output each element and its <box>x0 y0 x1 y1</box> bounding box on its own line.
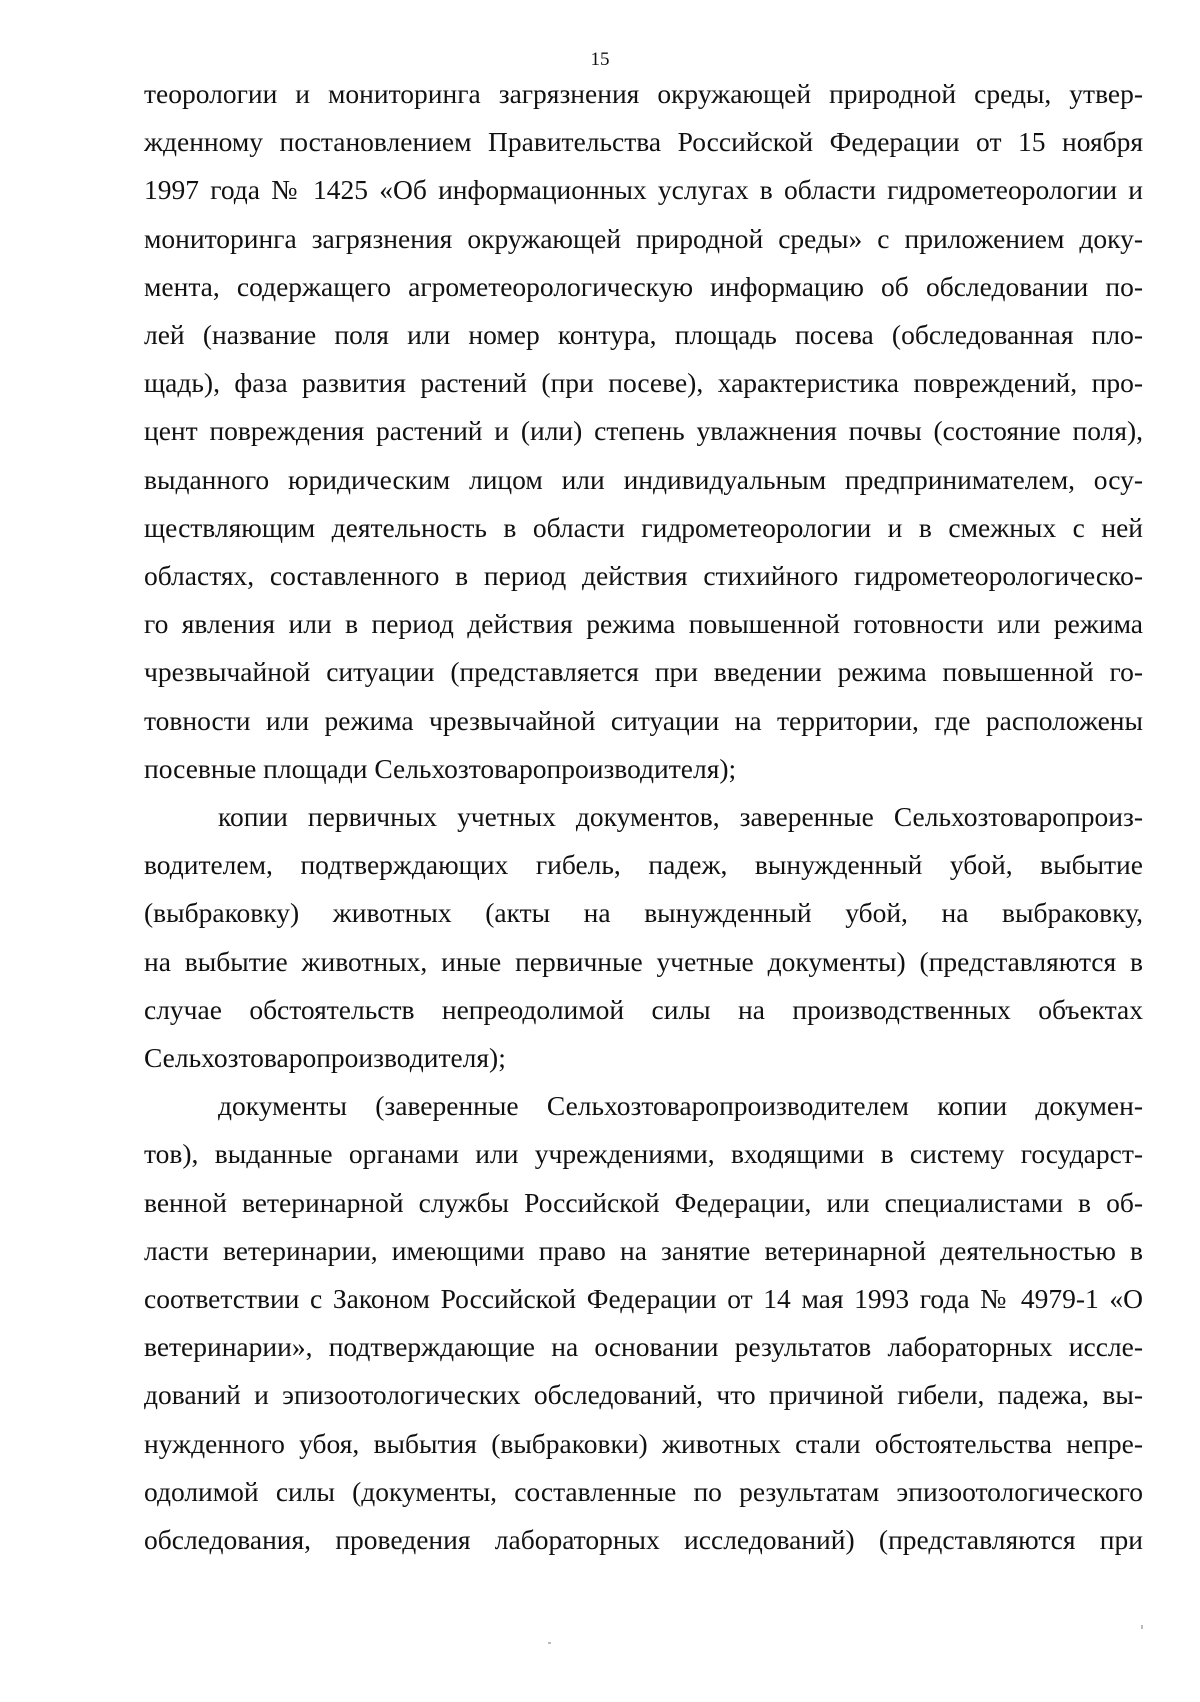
text-line: венной ветеринарной службы Российской Федерации, или специалистами в об- <box>144 1186 1143 1218</box>
text-line: ласти ветеринарии, имеющими право на занятие ветеринарной деятельностью в <box>144 1234 1143 1266</box>
text-line: посевные площади Сельхозтоваропроизводителя); <box>144 752 737 784</box>
text-line: товности или режима чрезвычайной ситуации на территории, где расположены <box>144 704 1143 736</box>
text-line: случае обстоятельств непреодолимой силы на производственных объектах <box>144 993 1143 1025</box>
paragraph-hydromet-info <box>144 70 1143 793</box>
text-line: цент повреждения растений и (или) степень увлажнения почвы (состояние поля), <box>144 415 1143 447</box>
text-line: нужденного убоя, выбытия (выбраковки) животных стали обстоятельства непре- <box>144 1427 1143 1459</box>
text-line: на выбытие животных, иные первичные учетные документы) (представляются в <box>144 945 1143 977</box>
document-body <box>144 70 1143 1564</box>
scan-speck <box>1141 1625 1143 1629</box>
text-line: чрезвычайной ситуации (представляется при введении режима повышенной го- <box>144 656 1143 688</box>
text-line: водителем, подтверждающих гибель, падеж, вынужденный убой, выбытие <box>144 849 1143 881</box>
text-line: одолимой силы (документы, составленные по результатам эпизоотологического <box>144 1475 1143 1507</box>
text-line: лей (название поля или номер контура, площадь посева (обследованная пло- <box>144 319 1143 351</box>
text-line: мента, содержащего агрометеорологическую информацию об обследовании по- <box>144 270 1143 302</box>
text-line: ществляющим деятельность в области гидрометеорологии и в смежных с ней <box>144 511 1143 543</box>
text-line: Сельхозтоваропроизводителя); <box>144 1042 506 1074</box>
text-line: мониторинга загрязнения окружающей природной среды» с приложением доку- <box>144 222 1143 254</box>
text-line: ветеринарии», подтверждающие на основании результатов лабораторных иссле- <box>144 1331 1143 1363</box>
text-line: жденному постановлением Правительства Российской Федерации от 15 ноября <box>144 126 1143 158</box>
text-line: областях, составленного в период действия стихийного гидрометеорологическо- <box>144 560 1143 592</box>
text-line: обследования, проведения лабораторных исследований) (представляются при <box>144 1524 1143 1556</box>
paragraph-veterinary-documents <box>144 1082 1143 1564</box>
page-number: 15 <box>590 49 610 70</box>
text-line: щадь), фаза развития растений (при посеве), характеристика повреждений, про- <box>144 367 1143 399</box>
text-line: дований и эпизоотологических обследований, что причиной гибели, падежа, вы- <box>144 1379 1143 1411</box>
text-line: го явления или в период действия режима повышенной готовности или режима <box>144 608 1143 640</box>
text-line: соответствии с Законом Российской Федерации от 14 мая 1993 года № 4979-1 «О <box>144 1283 1143 1315</box>
text-line: документы (заверенные Сельхозтоваропроизводителем копии докумен- <box>218 1090 1143 1122</box>
text-line: 1997 года № 1425 «Об информационных услугах в области гидрометеорологии и <box>144 174 1143 206</box>
paragraph-accounting-documents <box>144 793 1143 1082</box>
text-line: теорологии и мониторинга загрязнения окружающей природной среды, утвер- <box>144 78 1143 109</box>
text-line: копии первичных учетных документов, заверенные Сельхозтоваропроиз- <box>218 801 1143 833</box>
text-line: (выбраковку) животных (акты на вынужденный убой, на выбраковку, <box>144 897 1143 929</box>
scan-speck <box>548 1642 551 1644</box>
text-line: выданного юридическим лицом или индивидуальным предпринимателем, осу- <box>144 463 1143 495</box>
text-line: тов), выданные органами или учреждениями, входящими в систему государст- <box>144 1138 1143 1170</box>
